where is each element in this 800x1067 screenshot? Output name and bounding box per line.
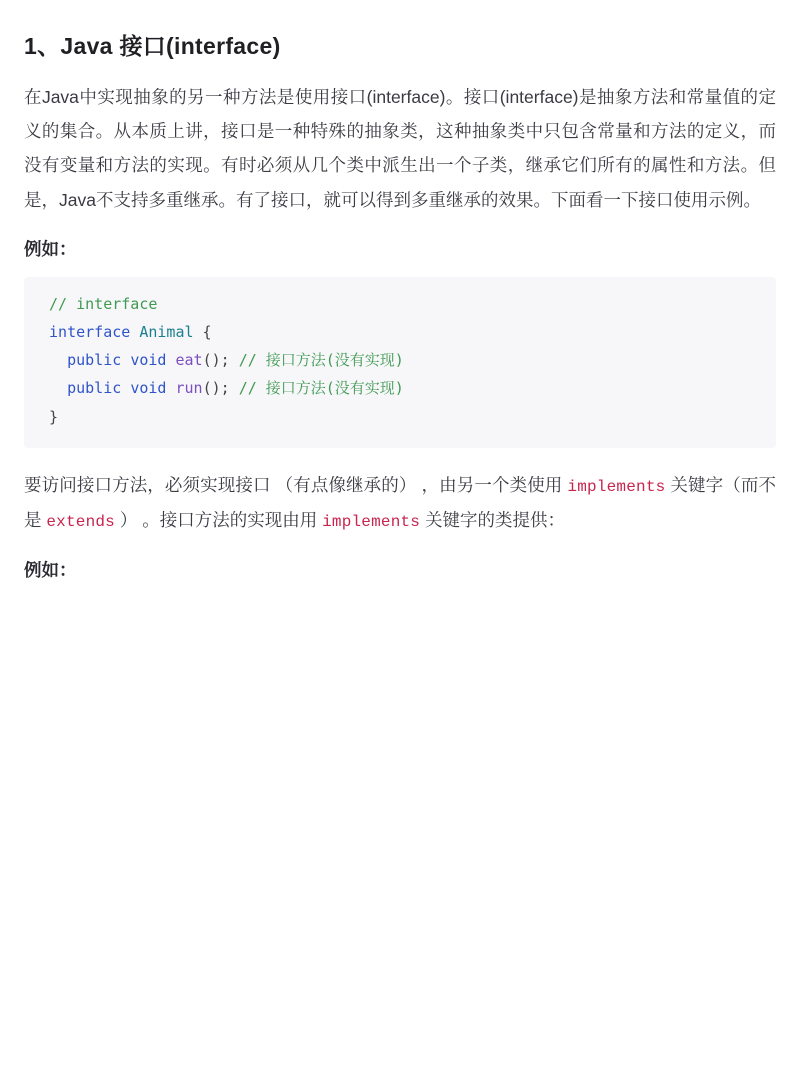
implements-paragraph-part4: 关键字的类提供： bbox=[420, 510, 565, 531]
code-token: public bbox=[67, 379, 122, 398]
code-token: // 接口方法(没有实现) bbox=[238, 351, 404, 370]
code-token: interface bbox=[49, 322, 131, 341]
inline-code-implements-2: implements bbox=[322, 513, 421, 532]
code-block-interface bbox=[24, 277, 776, 448]
code-token bbox=[40, 379, 67, 397]
code-token: Animal bbox=[139, 322, 194, 341]
code-token bbox=[40, 351, 67, 369]
code-token: run bbox=[175, 379, 203, 398]
code-token: eat bbox=[175, 351, 203, 370]
implements-paragraph-part1: 要访问接口方法，必须实现接口 （有点像继承的） ，由另一个类使用 bbox=[24, 474, 568, 495]
page-bottom-whitespace bbox=[24, 598, 776, 978]
implements-paragraph bbox=[24, 468, 776, 538]
code-content-interface bbox=[40, 291, 760, 432]
code-token: void bbox=[130, 379, 167, 398]
code-token bbox=[121, 379, 130, 397]
implements-paragraph-part3: ） 。接口方法的实现由用 bbox=[115, 510, 323, 531]
code-token: // 接口方法(没有实现) bbox=[238, 379, 404, 398]
page-title: 1、Java 接口(interface) bbox=[24, 33, 281, 59]
inline-code-extends: extends bbox=[46, 513, 115, 532]
code-token: { bbox=[193, 322, 212, 341]
inline-code-implements-1: implements bbox=[567, 477, 666, 496]
code-token: (); bbox=[202, 351, 239, 370]
implements-paragraph-part2: 关键字（而不是 bbox=[24, 474, 776, 531]
code-token bbox=[40, 323, 49, 341]
example-heading-2: 例如： bbox=[24, 560, 77, 581]
example-heading-1: 例如： bbox=[24, 238, 77, 259]
code-token: // interface bbox=[40, 294, 158, 313]
code-token: void bbox=[130, 351, 167, 370]
code-token: } bbox=[40, 407, 59, 426]
code-token: public bbox=[67, 351, 122, 370]
code-token: (); bbox=[202, 379, 239, 398]
code-token bbox=[121, 351, 130, 369]
intro-paragraph: 在Java中实现抽象的另一种方法是使用接口(interface)。接口(interface)是抽象方法和常量值的定义的集合。从本质上讲，接口是一种特殊的抽象类，这种抽象类中只包含常量和方法的定义，而没有变量和方法的实现。有时必须从几个类中派生出一个子类，继承它们所有的属性和方法。但是，Java不支持多重继承。有了接口，就可以得到多重继承的效果。下面看一下接口使用示例。 bbox=[24, 87, 776, 210]
code-token bbox=[130, 323, 139, 341]
